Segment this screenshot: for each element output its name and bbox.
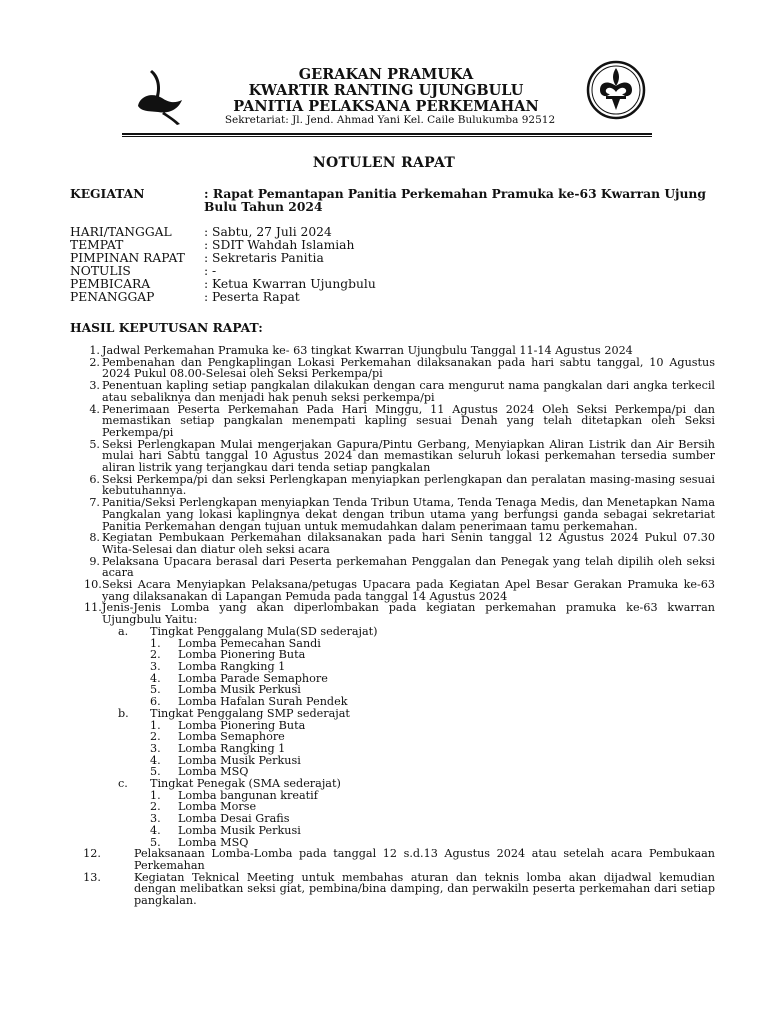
lomba-number: 2. (150, 730, 161, 744)
item-number: 12. (83, 847, 101, 861)
item-text: Pelaksana Upacara berasal dari Peserta perkemahan Penggalan dan Penegak yang telah dipilih oleh seksi acara (102, 554, 715, 580)
item-text: Seksi Acara Menyiapkan Pelaksana/petugas Upacara pada Kegiatan Apel Besar Gerakan Pramuka ke-63 yang dilaksanakan di Lapangan Pemuda pada tanggal 14 Agustus 2024 (102, 578, 715, 603)
sub-title: Tingkat Penegak (SMA sederajat) (150, 777, 341, 791)
list-item (70, 602, 715, 625)
committee-name: PANITIA PELAKSANA PERKEMAHAN (233, 98, 539, 115)
item-number: 9. (89, 554, 100, 568)
lomba-text: Lomba MSQ (178, 835, 249, 849)
lomba-number: 1. (150, 788, 161, 802)
item-number: 7. (89, 496, 100, 510)
list-item (70, 380, 715, 403)
lomba-text: Lomba Hafalan Surah Pendek (178, 695, 348, 709)
item-number: 4. (89, 402, 100, 416)
list-item (70, 345, 715, 357)
lomba-item (70, 743, 715, 755)
meta-value: : Ketua Kwarran Ujungbulu (204, 277, 376, 291)
lomba-text: Lomba Musik Perkusi (178, 823, 301, 837)
lomba-item (70, 801, 715, 813)
header-divider (122, 133, 652, 135)
secretariat-address: Sekretariat: Jl. Jend. Ahmad Yani Kel. Caile Bulukumba 92512 (224, 114, 556, 126)
sub-title: Tingkat Penggalang SMP sederajat (150, 706, 350, 720)
lomba-text: Lomba Morse (178, 800, 257, 814)
item-number: 1. (89, 344, 100, 357)
lomba-text: Lomba Rangking 1 (178, 659, 286, 673)
item-number: 13. (83, 870, 101, 884)
lomba-item (70, 720, 715, 732)
section-heading: HASIL KEPUTUSAN RAPAT: (70, 320, 263, 335)
item-number: 8. (89, 531, 100, 545)
lomba-item (70, 755, 715, 767)
lomba-text: Lomba Musik Perkusi (178, 753, 301, 767)
item-text: Kegiatan Teknical Meeting untuk membahas aturan dan teknis lomba akan dijadwal kemudian dengan melibatkan seksi giat, pembina/bina damping, dan perwakiln peserta perkemahan dari setiap pangkalan. (134, 870, 715, 908)
lomba-text: Lomba Pemecahan Sandi (178, 636, 321, 650)
meta-label: PEMBICARA (70, 277, 151, 291)
sublist-heading (70, 626, 715, 638)
lomba-item (70, 673, 715, 685)
lomba-item (70, 825, 715, 837)
sub-letter: c. (118, 777, 128, 791)
lomba-item (70, 661, 715, 673)
lomba-item (70, 649, 715, 661)
item-number: 3. (89, 379, 100, 393)
lomba-number: 3. (150, 741, 161, 755)
document-title: NOTULEN RAPAT (312, 155, 456, 171)
meta-label: PIMPINAN RAPAT (70, 251, 185, 265)
list-item (70, 357, 715, 380)
lomba-number: 5. (150, 683, 161, 697)
item-number: 2. (89, 355, 100, 369)
header-divider-thin (122, 136, 652, 137)
lomba-text: Lomba Parade Semaphore (178, 671, 328, 685)
lomba-text: Lomba bangunan kreatif (178, 788, 318, 802)
meta-label: PENANGGAP (70, 290, 155, 304)
sub-title: Tingkat Penggalang Mula(SD sederajat) (150, 624, 378, 638)
item-text: Panitia/Seksi Perlengkapan menyiapkan Tenda Tribun Utama, Tenda Tenaga Medis, dan Menetapkan Nama Pangkalan yang lokasi kaplingnya dekat dengan tribun utama yang berfungsi ganda sebagai sekretariat Panitia Perkemahan dengan tujuan untuk memudahkan dalam penerimaan tamu perkemahan. (102, 496, 715, 533)
item-text: Seksi Perkempa/pi dan seksi Perlengkapan menyiapkan perlengkapan dan peralatan masing-masing sesuai kebutuhannya. (102, 472, 715, 498)
meta-label: NOTULIS (70, 264, 131, 278)
list-item (70, 848, 715, 871)
lomba-number: 3. (150, 659, 161, 673)
item-text: Kegiatan Pembukaan Perkemahan dilaksanakan pada hari Senin tanggal 12 Agustus 2024 Pukul 07.30 Wita-Selesai dan diatur oleh seksi acara (102, 531, 715, 556)
list-item (70, 404, 715, 439)
lomba-number: 3. (150, 812, 161, 826)
list-item (70, 579, 715, 602)
meta-label: KEGIATAN (70, 186, 145, 201)
sublist-heading (70, 708, 715, 720)
item-text: Penentuan kapling setiap pangkalan dilakukan dengan cara mengurut nama pangkalan dari angka terkecil atau sebaliknya dan menjadi hak penuh seksi perkempa/pi (102, 379, 715, 404)
meta-value: : Sekretaris Panitia (204, 251, 324, 265)
meta-value: : Peserta Rapat (204, 290, 300, 304)
item-text: Jadwal Perkemahan Pramuka ke- 63 tingkat Kwarran Ujungbulu Tanggal 11-14 Agustus 2024 (102, 344, 633, 357)
list-item (70, 872, 715, 907)
lomba-item (70, 731, 715, 743)
item-text: Jenis-Jenis Lomba yang akan diperlombakan pada kegiatan perkemahan pramuka ke-63 kwarran Ujungbulu Yaitu: (102, 601, 715, 627)
org-branch: KWARTIR RANTING UJUNGBULU (248, 82, 524, 99)
meta-value: : - (204, 264, 217, 278)
lomba-number: 1. (150, 636, 161, 650)
lomba-number: 5. (150, 765, 161, 779)
lomba-number: 2. (150, 648, 161, 662)
lomba-number: 5. (150, 835, 161, 849)
lomba-number: 1. (150, 718, 161, 732)
lomba-item (70, 813, 715, 825)
lomba-number: 4. (150, 671, 161, 685)
item-text: Pelaksanaan Lomba-Lomba pada tanggal 12 s.d.13 Agustus 2024 atau setelah acara Pembukaan Perkemahan (134, 847, 715, 872)
meta-label: TEMPAT (70, 238, 124, 252)
item-text: Seksi Perlengkapan Mulai mengerjakan Gapura/Pintu Gerbang, Menyiapkan Aliran Listrik dan Air Bersih mulai hari Sabtu tanggal 10 Agustus 2024 dan memastikan seluruh lokasi perkemahan tersedia sumber aliran listrik yang terjangkau dari tenda setiap pangkalan (102, 437, 715, 475)
lomba-item (70, 790, 715, 802)
lomba-number: 4. (150, 753, 161, 767)
list-item (70, 439, 715, 474)
sub-letter: a. (118, 624, 129, 638)
lomba-number: 2. (150, 800, 161, 814)
decision-list (70, 345, 715, 907)
lomba-text: Lomba Desai Grafis (178, 812, 290, 826)
list-item (70, 474, 715, 497)
sub-letter: b. (118, 706, 129, 720)
lomba-text: Lomba Semaphore (178, 730, 285, 744)
scout-emblem-icon (586, 60, 646, 120)
lomba-number: 6. (150, 695, 161, 709)
meta-value: : Rapat Pemantapan Panitia Perkemahan Pramuka ke-63 Kwarran Ujung Bulu Tahun 2024 (204, 186, 706, 214)
lomba-item (70, 638, 715, 650)
list-item (70, 497, 715, 532)
lomba-text: Lomba Pionering Buta (178, 718, 306, 732)
lomba-text: Lomba MSQ (178, 765, 249, 779)
list-item (70, 532, 715, 555)
lomba-text: Lomba Rangking 1 (178, 741, 286, 755)
list-item (70, 556, 715, 579)
meta-label: HARI/TANGGAL (70, 225, 172, 239)
meta-value: : SDIT Wahdah Islamiah (204, 238, 355, 252)
lomba-number: 4. (150, 823, 161, 837)
lomba-text: Lomba Musik Perkusi (178, 683, 301, 697)
item-number: 10. (84, 578, 102, 592)
org-name: GERAKAN PRAMUKA (298, 66, 474, 83)
item-text: Pembenahan dan Pengkaplingan Lokasi Perkemahan dilaksanakan pada hari sabtu tanggal, 10 Agustus 2024 Pukul 08.00-Selesai oleh Seksi Perkempa/pi (102, 355, 715, 381)
item-text: Penerimaan Peserta Perkemahan Pada Hari Minggu, 11 Agustus 2024 Oleh Seksi Perkempa/pi dan memastikan setiap pangkalan menempati kapling sesuai Denah yang telah ditetapkan oleh Seksi Perkempa/pi (102, 402, 715, 439)
item-number: 5. (89, 437, 100, 451)
item-number: 11. (84, 601, 102, 615)
lomba-text: Lomba Pionering Buta (178, 648, 306, 662)
lomba-item (70, 684, 715, 696)
meta-value: : Sabtu, 27 Juli 2024 (204, 225, 332, 239)
item-number: 6. (89, 472, 100, 486)
sublist-heading (70, 778, 715, 790)
